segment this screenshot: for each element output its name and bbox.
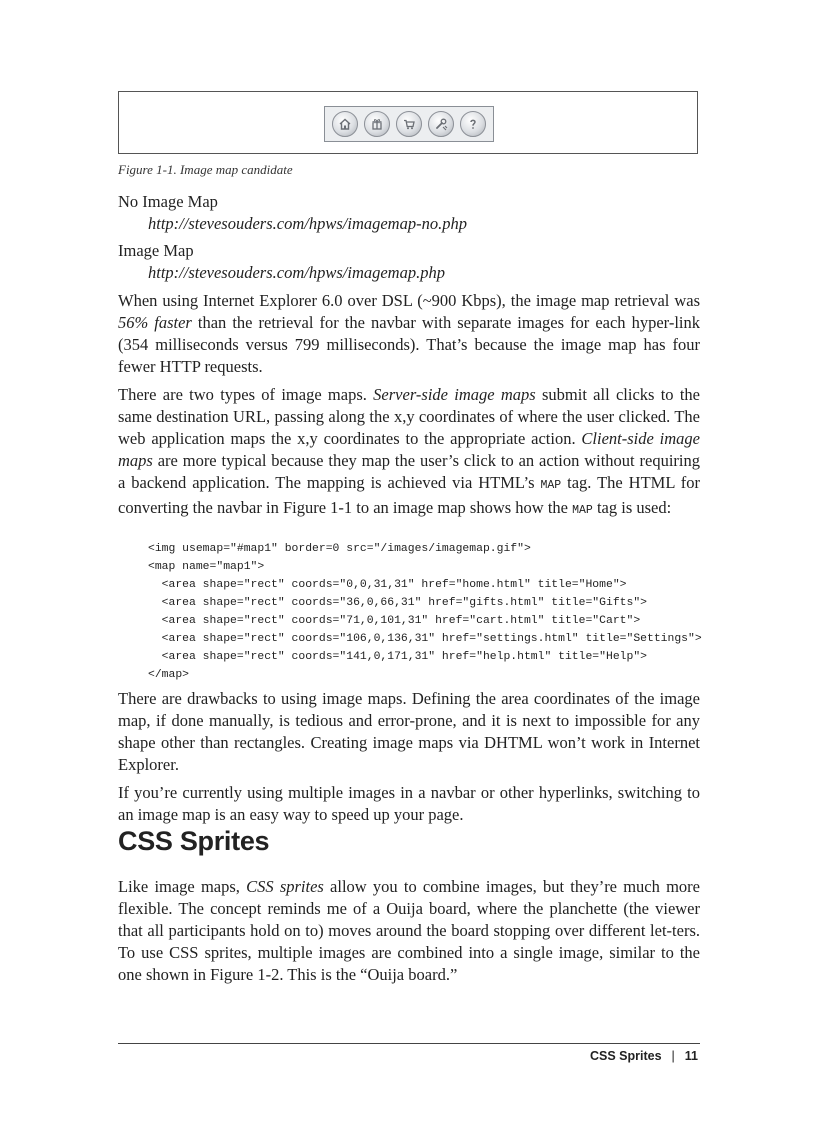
paragraph-image-map-types: There are two types of image maps. Server-side image maps submit all clicks to the same destination URL, passing along the x,y coordinates of where the user clicked. The web application maps the x,y coordinates to the appropriate action. Client-side image maps are more typical because they map the user’s click to an action without requiring a backend application. The mapping is achieved via HTML’s MAP tag. The HTML for converting the navbar in Figure 1-1 to an image map shows how the MAP tag is used: — [118, 385, 700, 517]
settings-button[interactable] — [428, 111, 454, 137]
cart-button[interactable] — [396, 111, 422, 137]
code-line: <img usemap="#map1" border=0 src="/images/imagemap.gif"> — [148, 543, 531, 555]
link-label-no-image-map: No Image Map — [118, 192, 218, 211]
settings-icon — [434, 117, 448, 131]
paragraph-css-sprites: Like image maps, CSS sprites allow you to combine images, but they’re much more flexible. The concept reminds me of a Ouija board, where the planchette (the viewer that all participants hold on to) moves around the board stopping over different let-ters. To use CSS sprites, multiple images are combined into a single image, similar to the one shown in Figure 1-2. This is the “Ouija board.” — [118, 877, 700, 984]
code-line: <map name="map1"> — [148, 561, 265, 573]
code-line: <area shape="rect" coords="106,0,136,31" href="settings.html" title="Settings"> — [148, 633, 702, 645]
gifts-icon — [370, 117, 384, 131]
footer-separator: | — [671, 1049, 675, 1063]
section-heading: CSS Sprites — [118, 826, 270, 856]
code-example — [148, 540, 702, 684]
link-label-image-map: Image Map — [118, 241, 194, 260]
paragraph-performance: When using Internet Explorer 6.0 over DSL (~900 Kbps), the image map retrieval was 56% faster than the retrieval for the navbar with separate images for each hyper-link (354 milliseconds versus 799 milliseconds). That’s because the image map has four fewer HTTP requests. — [118, 291, 700, 376]
page-number: 11 — [684, 1049, 698, 1063]
home-button[interactable] — [332, 111, 358, 137]
help-icon — [466, 117, 480, 131]
page-footer — [590, 1049, 698, 1063]
code-line: </map> — [148, 669, 190, 681]
cart-icon — [402, 117, 416, 131]
navbar-image — [324, 106, 494, 142]
footer-section: CSS Sprites — [589, 1049, 662, 1063]
footer-rule — [118, 1043, 700, 1044]
code-line: <area shape="rect" coords="141,0,171,31" href="help.html" title="Help"> — [148, 651, 647, 663]
help-button[interactable] — [460, 111, 486, 137]
home-icon — [338, 117, 352, 131]
figure-image-map-candidate — [118, 91, 698, 154]
code-line: <area shape="rect" coords="36,0,66,31" href="gifts.html" title="Gifts"> — [148, 597, 647, 609]
code-line: <area shape="rect" coords="0,0,31,31" href="home.html" title="Home"> — [148, 579, 627, 591]
paragraph-drawbacks: There are drawbacks to using image maps. Defining the area coordinates of the image map, if done manually, is tedious and error-prone, and it is next to impossible for any shape other than rectangles. Creating image maps via DHTML won’t work in Internet Explorer. — [118, 689, 700, 774]
link-image-map[interactable]: http://stevesouders.com/hpws/imagemap.php — [148, 263, 445, 282]
code-line: <area shape="rect" coords="71,0,101,31" href="cart.html" title="Cart"> — [148, 615, 641, 627]
figure-caption: Figure 1-1. Image map candidate — [118, 162, 293, 177]
gifts-button[interactable] — [364, 111, 390, 137]
paragraph-switching: If you’re currently using multiple images in a navbar or other hyperlinks, switching to an image map is an easy way to speed up your page. — [118, 783, 700, 824]
link-no-image-map[interactable]: http://stevesouders.com/hpws/imagemap-no.php — [148, 214, 467, 233]
